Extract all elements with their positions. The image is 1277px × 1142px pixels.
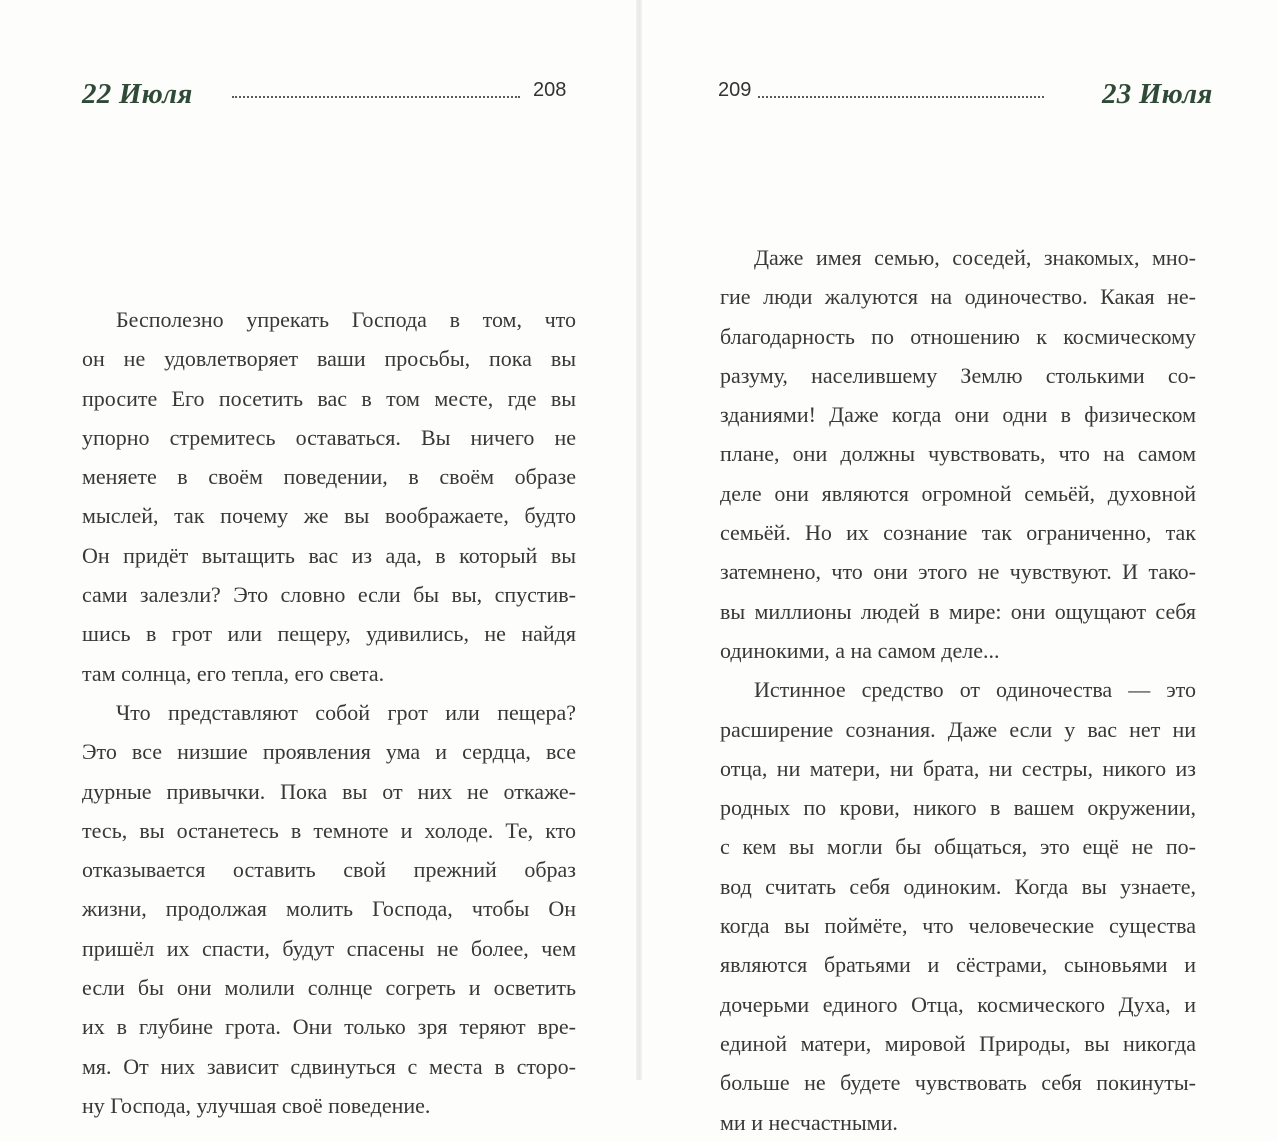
text-line: упорно стремитесь оставаться. Вы ничего не (82, 424, 576, 450)
text-line: единой матери, мировой Природы, вы никогда (720, 1030, 1196, 1056)
text-line: он не удовлетворяет ваши просьбы, пока вы (82, 346, 576, 372)
text-line: являются братьями и сёстрами, сыновьями и (720, 952, 1196, 978)
text-line: Он придёт вытащить вас из ада, в который вы (82, 542, 576, 568)
right-header-leader-dots (758, 96, 1044, 98)
left-header-leader-dots (232, 96, 520, 98)
left-page-number: 208 (533, 79, 567, 101)
text-line: сами залезли? Это словно если бы вы, спустив- (82, 582, 576, 608)
text-line: деле они являются огромной семьёй, духовной (720, 480, 1196, 506)
text-line: благодарность по отношению к космическому (720, 323, 1196, 349)
left-page (0, 0, 620, 1118)
left-page-title: 22 Июля (82, 78, 193, 110)
text-line: зданиями! Даже когда они одни в физическом (720, 402, 1196, 428)
text-line: мыслей, так почему же вы воображаете, будто (82, 503, 576, 529)
text-line: семьёй. Но их сознание так ограниченно, так (720, 520, 1196, 546)
text-line: Истинное средство от одиночества — это (754, 677, 1196, 703)
text-line: мя. От них зависит сдвинуться с места в сторо- (82, 1053, 576, 1079)
text-line: с кем вы могли бы общаться, это ещё не по- (720, 834, 1196, 860)
text-line: шись в грот или пещеру, удивились, не найдя (82, 621, 576, 647)
text-line: Это все низшие проявления ума и сердца, все (82, 739, 576, 765)
text-line: дурные привычки. Пока вы от них не откаже- (82, 778, 576, 804)
text-line: отца, ни матери, ни брата, ни сестры, никого из (720, 755, 1196, 781)
text-line: ми и несчастными. (720, 1109, 898, 1135)
text-line: Даже имея семью, соседей, знакомых, мно- (754, 245, 1196, 270)
text-line: гие люди жалуются на одиночество. Какая не- (720, 284, 1196, 310)
text-line: ну Господа, улучшая своё поведение. (82, 1092, 431, 1118)
text-line: их в глубине грота. Они только зря теряют вре- (82, 1014, 576, 1040)
text-line: вы миллионы людей в мире: они ощущают себя (720, 598, 1196, 624)
right-page-number: 209 (718, 79, 752, 101)
text-line: тесь, вы останетесь в темноте и холоде. Те, кто (82, 817, 576, 843)
text-line: жизни, продолжая молить Господа, чтобы Он (82, 896, 576, 922)
text-line: затемнено, что они этого не чувствуют. И тако- (720, 559, 1196, 585)
left-page-body (82, 300, 576, 1125)
text-line: там солнца, его тепла, его света. (82, 660, 385, 686)
text-line: больше не будете чувствовать себя покинуты- (720, 1070, 1196, 1096)
text-line: если бы они молили солнце согреть и осветить (82, 975, 576, 1001)
text-line: когда вы поймёте, что человеческие существа (720, 913, 1196, 939)
text-line: расширение сознания. Даже если у вас нет ни (720, 716, 1196, 742)
text-line: плане, они должны чувствовать, что на самом (720, 441, 1196, 467)
text-line: меняете в своём поведении, в своём образе (82, 464, 576, 490)
text-line: родных по крови, никого в вашем окружении, (720, 795, 1196, 821)
text-line: разуму, населившему Землю столькими со- (720, 362, 1196, 388)
text-line: пришёл их спасти, будут спасены не более, чем (82, 935, 576, 961)
right-page-title: 23 Июля (1102, 78, 1213, 110)
text-line: Бесполезно упрекать Господа в том, что (116, 307, 576, 332)
right-page-body (720, 238, 1196, 1142)
text-line: вод считать себя одиноким. Когда вы узнаете, (720, 873, 1196, 899)
text-line: отказывается оставить свой прежний образ (82, 857, 576, 883)
text-line: дочерьми единого Отца, космического Духа, и (720, 991, 1196, 1017)
text-line: одинокими, а на самом деле... (720, 637, 1000, 663)
right-page (642, 0, 1262, 1135)
text-line: просите Его посетить вас в том месте, где вы (82, 385, 576, 411)
text-line: Что представляют собой грот или пещера? (116, 699, 576, 725)
